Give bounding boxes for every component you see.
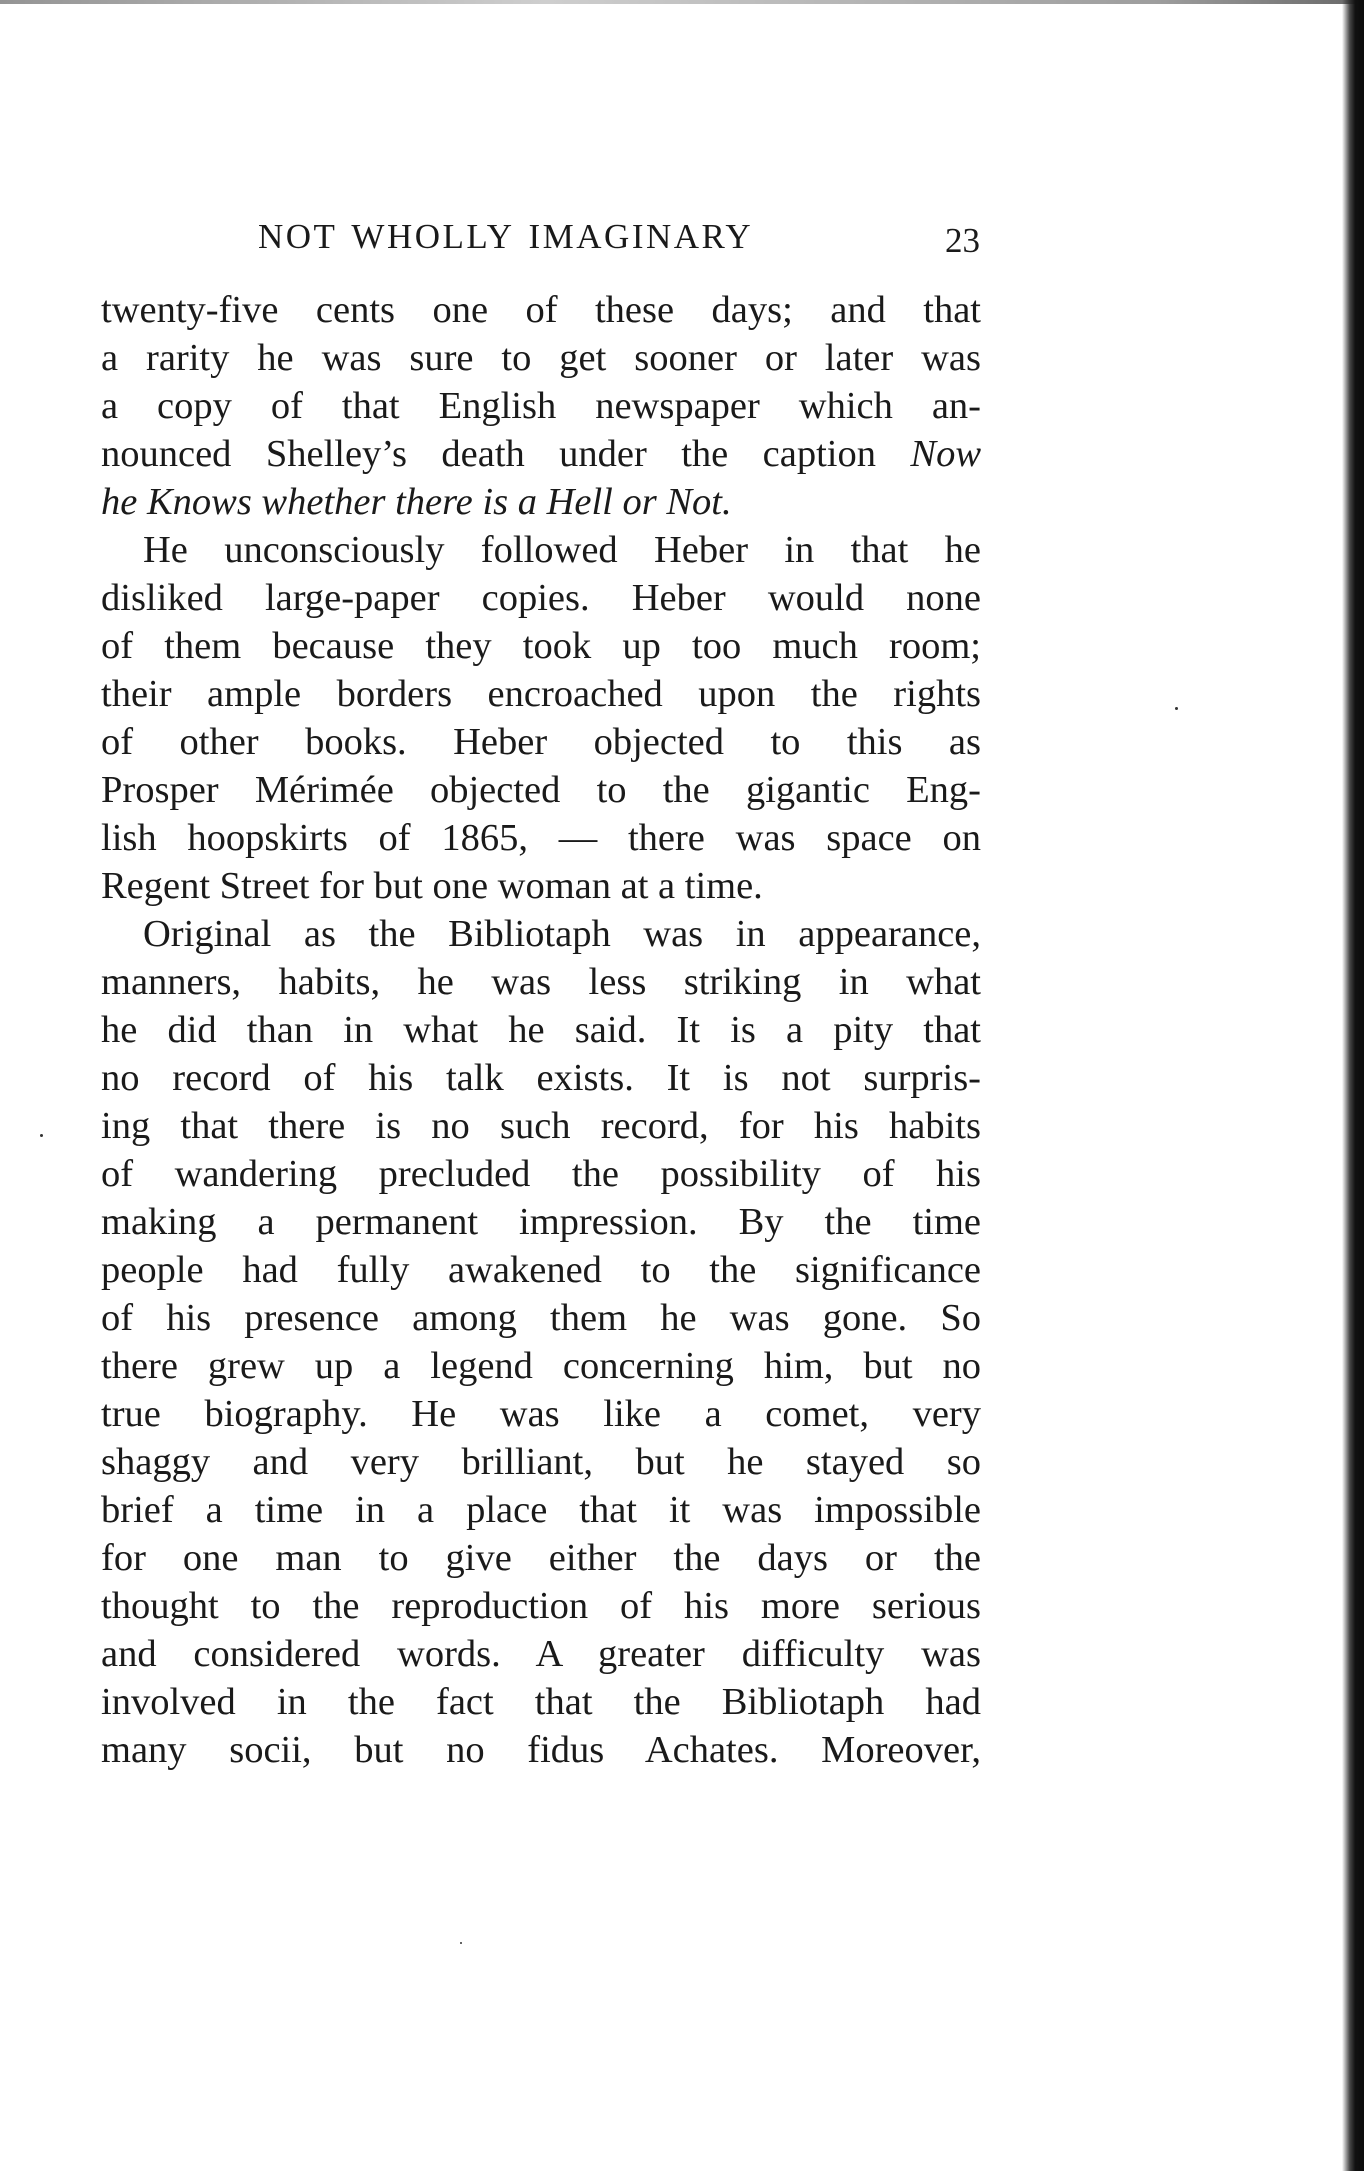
- text-line: for one man to give either the days or the: [101, 1537, 981, 1579]
- text-line: disliked large-paper copies. Heber would none: [101, 577, 981, 619]
- text-span: nounced Shelley’s death under the caption: [101, 433, 876, 475]
- text-line: Regent Street for but one woman at a time.: [101, 865, 763, 907]
- paragraph: [101, 910, 981, 1774]
- body-text: [101, 286, 981, 1774]
- page-binding-edge: [1342, 0, 1364, 2171]
- italic-text: Now: [910, 433, 981, 475]
- print-speck: [1175, 707, 1178, 710]
- text-line: lish hoopskirts of 1865, — there was space on: [101, 817, 981, 859]
- page-top-edge: [0, 0, 1364, 4]
- text-line: Original as the Bibliotaph was in appearance,: [143, 913, 981, 955]
- text-line: shaggy and very brilliant, but he stayed so: [101, 1441, 981, 1483]
- text-line: manners, habits, he was less striking in what: [101, 961, 981, 1003]
- running-title: NOT WHOLLY IMAGINARY: [258, 217, 754, 256]
- text-line: a copy of that English newspaper which an-: [101, 385, 981, 427]
- text-line: involved in the fact that the Bibliotaph had: [101, 1681, 981, 1723]
- text-line: of his presence among them he was gone. So: [101, 1297, 981, 1339]
- print-speck: [460, 1942, 462, 1944]
- paragraph: [101, 526, 981, 910]
- text-line: making a permanent impression. By the time: [101, 1201, 981, 1243]
- italic-text-line: he Knows whether there is a Hell or Not.: [101, 481, 732, 523]
- text-line: their ample borders encroached upon the rights: [101, 673, 981, 715]
- text-line: a rarity he was sure to get sooner or later was: [101, 337, 981, 379]
- text-line: thought to the reproduction of his more serious: [101, 1585, 981, 1627]
- page-number: 23: [945, 221, 980, 260]
- text-line: brief a time in a place that it was impossible: [101, 1489, 981, 1531]
- text-line: many socii, but no fidus Achates. Moreover,: [101, 1729, 981, 1771]
- text-line: people had fully awakened to the significance: [101, 1249, 981, 1291]
- text-line: true biography. He was like a comet, very: [101, 1393, 981, 1435]
- running-header: [100, 212, 980, 262]
- text-line: of them because they took up too much room;: [101, 625, 981, 667]
- text-line: there grew up a legend concerning him, but no: [101, 1345, 981, 1387]
- text-line: He unconsciously followed Heber in that he: [143, 529, 981, 571]
- text-line: [101, 430, 981, 478]
- text-line: he did than in what he said. It is a pity that: [101, 1009, 981, 1051]
- paragraph: [101, 286, 981, 526]
- text-line: twenty-five cents one of these days; and that: [101, 289, 981, 331]
- text-line: no record of his talk exists. It is not surpris-: [101, 1057, 981, 1099]
- text-line: of wandering precluded the possibility of his: [101, 1153, 981, 1195]
- text-line: Prosper Mérimée objected to the gigantic Eng-: [101, 769, 981, 811]
- text-line: ing that there is no such record, for his habits: [101, 1105, 981, 1147]
- text-line: of other books. Heber objected to this as: [101, 721, 981, 763]
- text-line: and considered words. A greater difficulty was: [101, 1633, 981, 1675]
- print-speck: [40, 1134, 43, 1137]
